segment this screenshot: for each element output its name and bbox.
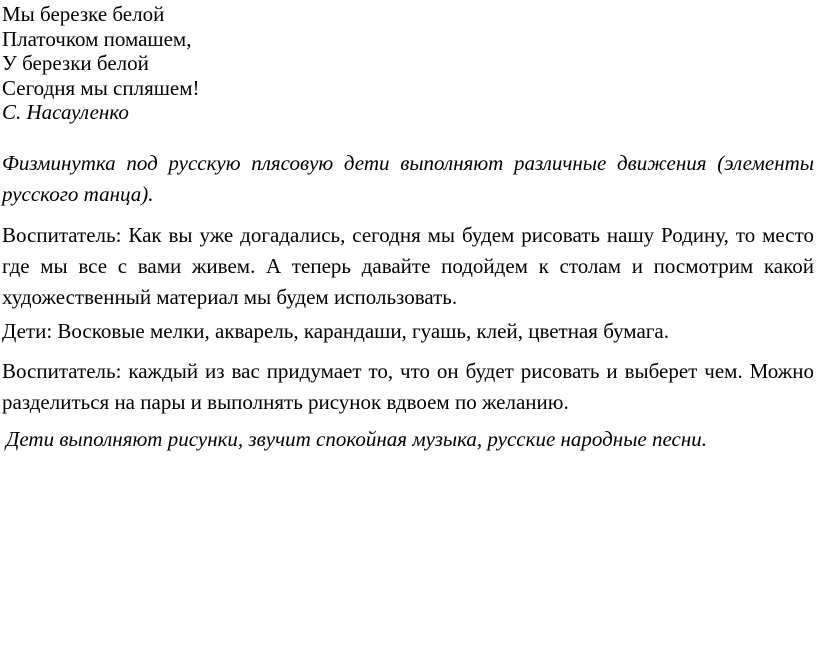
poem-line-2: Платочком помашем, (2, 26, 192, 51)
fizminutka-paragraph: Физминутка под русскую плясовую дети выполняют различные движения (элементы русского танца). (2, 151, 814, 206)
poem-line-1: Мы березке белой (2, 2, 165, 26)
activity-paragraph: Дети выполняют рисунки, звучит спокойная музыка, русские народные песни. (6, 427, 708, 451)
poem-line-4: Сегодня мы спляшем! (2, 75, 200, 100)
poem-block (2, 2, 200, 125)
children-answer-paragraph: Дети: Восковые мелки, акварель, карандаши, гуашь, клей, цветная бумага. (2, 319, 669, 343)
poem-line-3: У березки белой (2, 51, 149, 76)
teacher-paragraph-1: Воспитатель: Как вы уже догадались, сегодня мы будем рисовать нашу Родину, то место где мы все с вами живем. А теперь давайте подойдем к столам и посмотрим какой художественный материал мы будем использовать. (2, 223, 814, 309)
poem-author: С. Насауленко (2, 100, 129, 125)
teacher-paragraph-2: Воспитатель: каждый из вас придумает то, что он будет рисовать и выберет чем. Можно разделиться на пары и выполнять рисунок вдвоем по желанию. (2, 359, 814, 414)
